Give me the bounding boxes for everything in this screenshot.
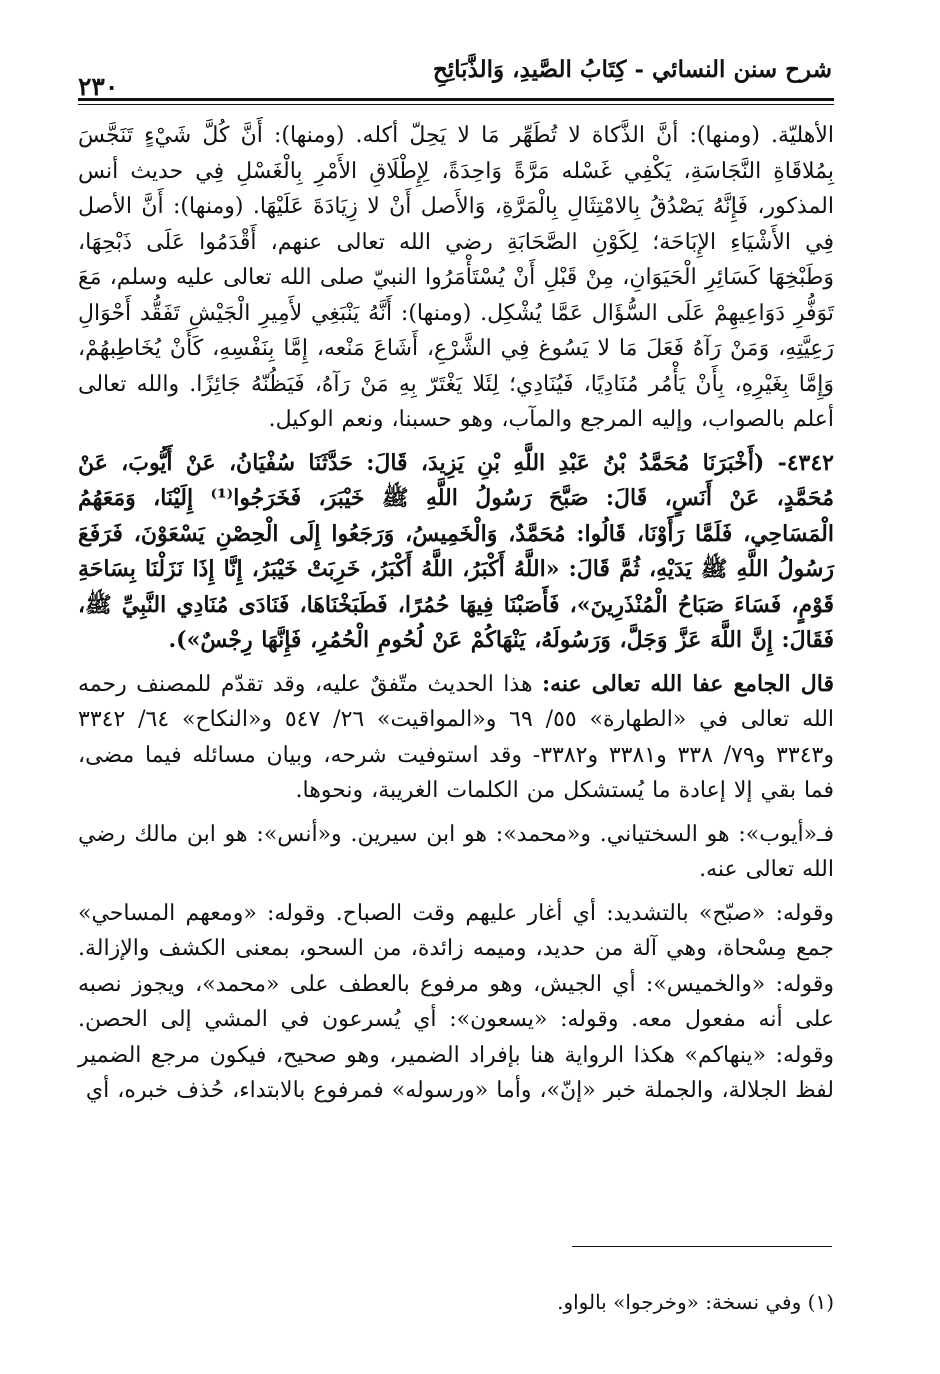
footnote: (١) وفي نسخة: «وخرجوا» بالواو. [557,1290,834,1314]
paragraph-jami-comment [78,667,834,809]
header-rule [78,98,834,101]
paragraph-hadith-4342: ٤٣٤٢- (أَخْبَرَنَا مُحَمَّدُ بْنُ عَبْدِ اللَّهِ بْنِ يَزِيدَ، قَالَ: حَدَّثَنَا سُفْيَانُ، عَنْ أَيُّوبَ، عَنْ مُحَمَّدٍ، عَنْ أَنَسٍ، قَالَ: صَبَّحَ رَسُولُ اللَّهِ ﷺ خَيْبَرَ، فَخَرَجُوا⁽¹⁾ إِلَيْنَا، وَمَعَهُمُ الْمَسَاحِي، فَلَمَّا رَأَوْنَا، قَالُوا: مُحَمَّدٌ، وَالْخَمِيسُ، وَرَجَعُوا إِلَى الْحِصْنِ يَسْعَوْنَ، فَرَفَعَ رَسُولُ اللَّهِ ﷺ يَدَيْهِ، ثُمَّ قَالَ: «اللَّهُ أَكْبَرُ، اللَّهُ أَكْبَرُ، خَرِبَتْ خَيْبَرُ، إِنَّا إِذَا نَزَلْنَا بِسَاحَةِ قَوْمٍ، فَسَاءَ صَبَاحُ الْمُنْذَرِينَ»، فَأَصَبْنَا فِيهَا حُمُرًا، فَطَبَخْنَاهَا، فَنَادَى مُنَادِي النَّبِيِّ ﷺ، فَقَالَ: إِنَّ اللَّهَ عَزَّ وَجَلَّ، وَرَسُولَهُ، يَنْهَاكُمْ عَنْ لُحُومِ الْحُمُرِ، فَإِنَّهَا رِجْسٌ»). [78,449,834,653]
paragraph-vocabulary: وقوله: «صبّح» بالتشديد: أي أغار عليهم وقت الصباح. وقوله: «ومعهم المساحي» جمع مِسْحاة، وهي آلة من حديد، وميمه زائدة، من السحو، بمعنى الكشف والإزالة. وقوله: «والخميس»: أي الجيش، وهو مرفوع بالعطف على «محمد»، ويجوز نصبه على أنه مفعول معه. وقوله: «يسعون»: أي يُسرعون في المشي إلى الحصن. وقوله: «ينهاكم» هكذا الرواية هنا بإفراد الضمير، وهو صحيح، فيكون مرجع الضمير لفظ الجلالة، والجملة خبر «إنّ»، وأما «ورسوله» فمرفوع بالابتداء، حُذف خبره، أي [78,900,834,1103]
paragraph-commentary-points: الأهليّة. (ومنها): أنَّ الذَّكاة لا تُطَهِّر مَا لا يَحِلّ أكله. (ومنها): أَنَّ كُلَّ شَيْءٍ تَنَجَّسَ بِمُلاقَاةِ النَّجَاسَةِ، يَكْفِي غَسْله مَرَّةً وَاحِدَةً، لِإِطْلَاقِ الأَمْرِ بِالْغَسْلِ فِي حديث أنس المذكور، فَإِنَّهُ يَصْدُقُ بِالامْتِثَالِ بِالْمَرَّةِ، وَالأَصل أَنْ لا زِيَادَةَ عَلَيْهَا. (ومنها): أَنَّ الأصل فِي الأَشْيَاءِ الإِبَاحَة؛ لِكَوْنِ الصَّحَابَةِ رضي الله تعالى عنهم، أَقْدَمُوا عَلَى ذَبْحِهَا، وَطَبْخِهَا كَسَائِرِ الْحَيَوَانِ، مِنْ قَبْلِ أَنْ يُسْتَأْمَرُوا النبيّ صلى الله تعالى عليه وسلم، مَعَ تَوَفُّرِ دَوَاعِيهِمْ عَلَى السُّؤَال عَمَّا يُشْكِل. (ومنها): أَنَّهُ يَنْبَغِي لأَمِيرِ الْجَيْشِ تَفَقُّد أَحْوَالِ رَعِيَّتِهِ، وَمَنْ رَآهُ فَعَلَ مَا لا يَسُوغ فِي الشَّرْعِ، أَشَاعَ مَنْعه، إِمَّا بِنَفْسِهِ، كَأَنْ يُخَاطِبهُمْ، وَإِمَّا بِغَيْرِهِ، بِأَنْ يَأْمُر مُنَادِيًا، فَيُنَادِي؛ لِئَلا يَغْتَرّ بِهِ مَنْ رَآهُ، فَيَظُنّهُ جَائِزًا. والله تعالى أعلم بالصواب، وإليه المرجع والمآب، وهو حسبنا، ونعم الوكيل. [78,123,834,432]
header-rule-thin [78,104,834,105]
running-title: شرح سنن النسائي - كِتَابُ الصَّيدِ، وَالذَّبَائِحِ [432,56,832,83]
main-text [78,118,834,1117]
paragraph-narrators: فـ«أيوب»: هو السختياني. و«محمد»: هو ابن سيرين. و«أنس»: هو ابن مالك رضي الله تعالى عنه. [78,821,834,882]
jami-lead: قال الجامع عفا الله تعالى عنه: [542,670,834,697]
footnote-rule [572,1246,832,1247]
page-number: ٢٣٠ [78,72,119,101]
page-header [78,56,832,100]
jami-text: هذا الحديث متّفقٌ عليه، وقد تقدّم للمصنف رحمه الله تعالى في «الطهارة» ٥٥/ ٦٩ و«المواقيت» ٢٦/ ٥٤٧ و«النكاح» ٦٤/ ٣٣٤٢ و٣٣٤٣ و٧٩/ ٣٣٨ و٣٣٨١ و٣٣٨٢- وقد استوفيت شرحه، وبيان مسائله فيما مضى، فما بقي إلا إعادة ما يُستشكل من الكلمات الغريبة، ونحوها. [78,671,835,803]
